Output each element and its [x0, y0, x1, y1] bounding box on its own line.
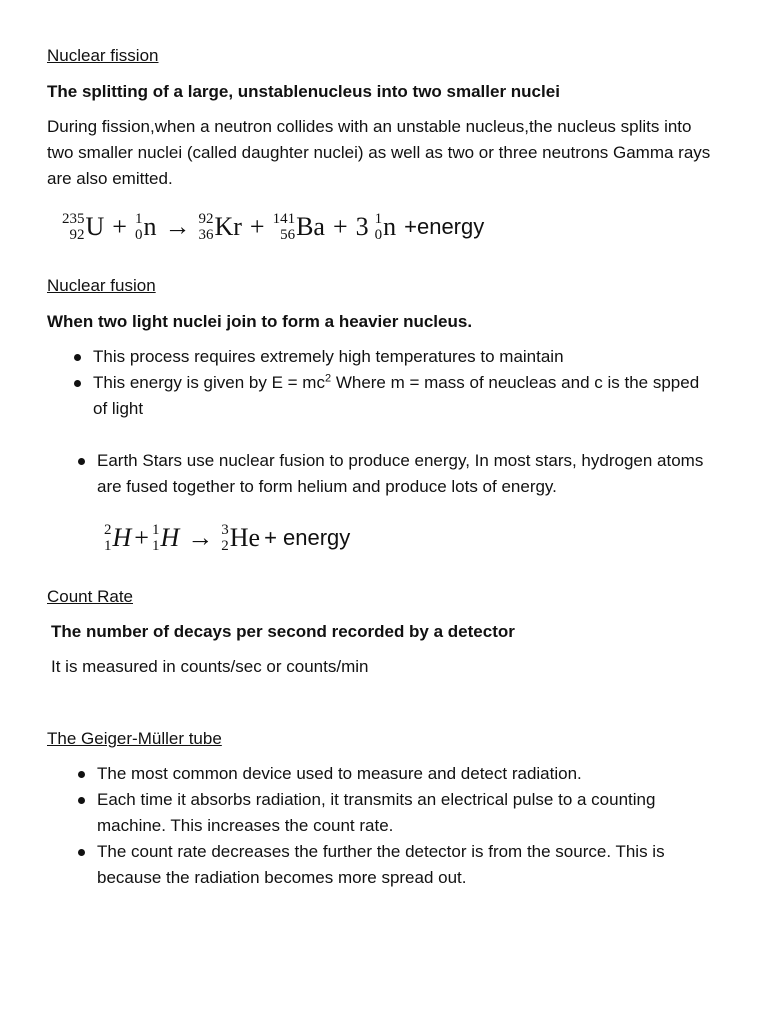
count-rate-heading: Count Rate [47, 587, 133, 606]
plus-sign: + [112, 212, 127, 242]
deuterium-nuclide: 2 1 H [104, 522, 132, 555]
list-item: Each time it absorbs radiation, it transmits an electrical pulse to a counting machine. This increases the count rate. [51, 787, 719, 839]
energy-term: +energy [404, 214, 485, 240]
plus-sign: + [249, 212, 265, 242]
neutron-nuclide: 1 0 n [134, 211, 157, 244]
fission-description: During fission,when a neutron collides with an unstable nucleus,the nucleus splits into two smaller nuclei (called daughter nuclei) as well as two or three neutrons Gamma rays are also emitted. [47, 117, 711, 188]
count-rate-units: It is measured in counts/sec or counts/min [51, 657, 369, 676]
hydrogen-nuclide: 1 1 H [151, 522, 180, 555]
fission-definition: The splitting of a large, unstablenucleus into two smaller nuclei [47, 82, 560, 101]
fusion-equation [104, 516, 350, 558]
list-item: This process requires extremely high temperatures to maintain [47, 344, 717, 370]
list-item: This energy is given by $E = mc^2$ Where m = mass of neucleas and c is the spped of light [47, 370, 717, 422]
neutron-coefficient: 3 [355, 212, 369, 242]
reaction-arrow: → [187, 523, 214, 553]
uranium-nuclide: 235 92 U [62, 211, 105, 244]
list-item: The count rate decreases the further the detector is from the source. This is because the radiation becomes more spread out. [51, 839, 719, 891]
list-item: Earth Stars use nuclear fusion to produce energy, In most stars, hydrogen atoms are fused together to form helium and produce lots of energy. [51, 448, 719, 500]
geiger-bullet-list [51, 761, 719, 891]
fusion-heading: Nuclear fusion [47, 276, 156, 295]
krypton-nuclide: 92 36 Kr [198, 211, 242, 244]
geiger-heading: The Geiger-Müller tube [47, 729, 222, 748]
helium-nuclide: 3 2 He [221, 522, 261, 555]
neutron-nuclide: 1 0 n [374, 211, 397, 244]
count-rate-definition: The number of decays per second recorded by a detector [51, 622, 515, 641]
plus-sign: + [332, 212, 348, 242]
energy-term: + energy [264, 525, 351, 551]
barium-nuclide: 141 56 Ba [272, 211, 325, 244]
fission-heading: Nuclear fission [47, 46, 159, 65]
fusion-definition: When two light nuclei join to form a heavier nucleus. [47, 312, 473, 331]
fusion-stars-list [51, 448, 719, 500]
power-superscript: 2 [324, 372, 332, 385]
fission-equation [62, 205, 484, 247]
reaction-arrow: → [164, 212, 191, 242]
list-item: The most common device used to measure and detect radiation. [51, 761, 719, 787]
plus-sign: + [134, 523, 149, 553]
fusion-bullet-list [47, 344, 717, 422]
